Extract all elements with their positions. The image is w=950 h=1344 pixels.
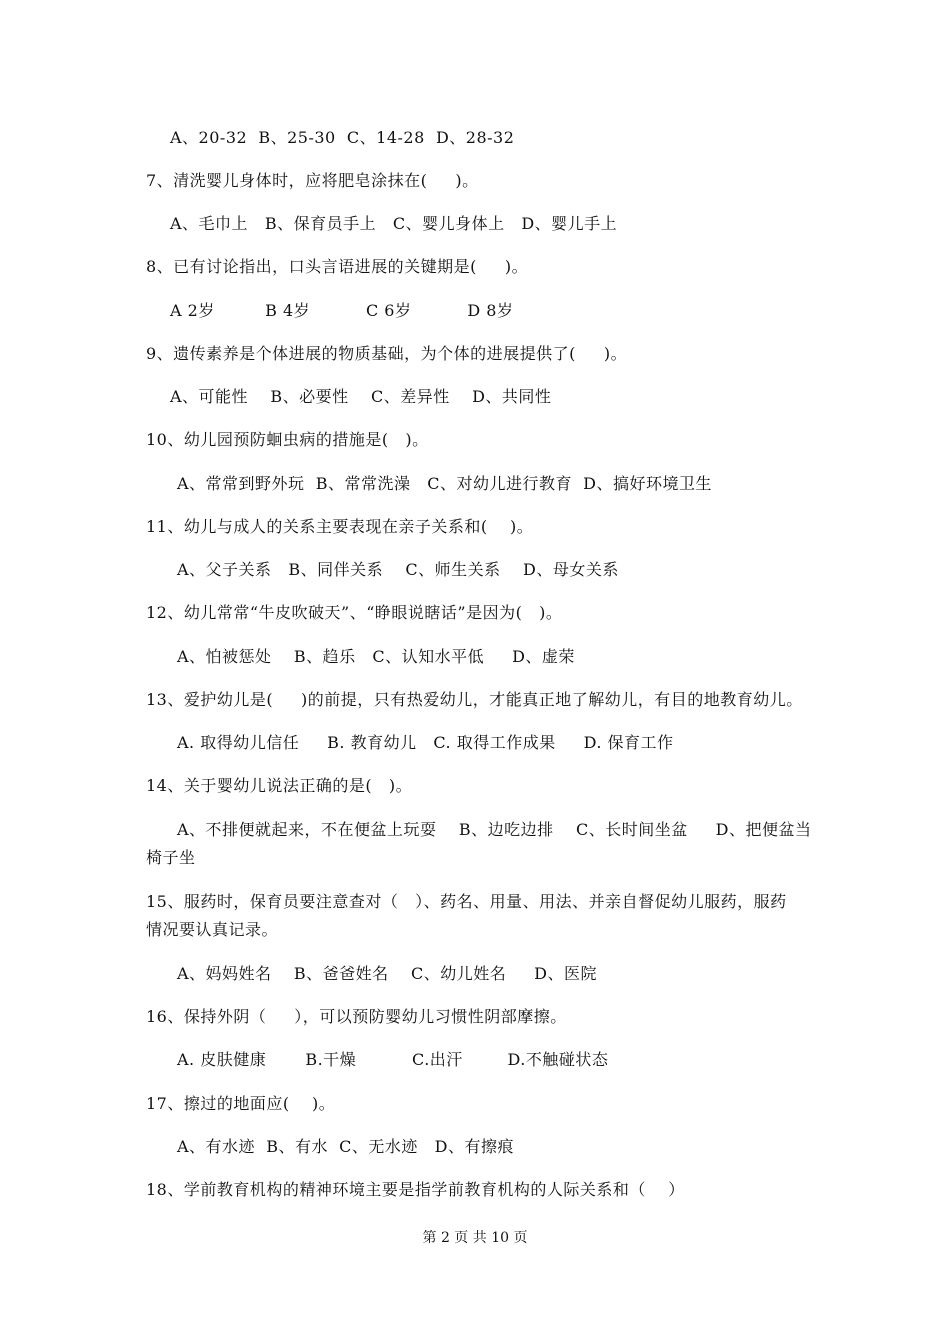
question-12: 12、幼儿常常“牛皮吹破天”、“睁眼说瞎话”是因为( )。	[146, 603, 563, 622]
question-18: 18、学前教育机构的精神环境主要是指学前教育机构的人际关系和（ ）	[146, 1180, 685, 1199]
question-15: 15、服药时，保育员要注意查对（ ）、药名、用量、用法、并亲自督促幼儿服药，服药	[146, 892, 787, 911]
q14-options-continued: 椅子坐	[146, 848, 196, 867]
question-8: 8、已有讨论指出，口头言语进展的关键期是( )。	[146, 257, 529, 276]
question-7: 7、清洗婴儿身体时，应将肥皂涂抹在( )。	[146, 171, 479, 190]
q7-options: A、毛巾上 B、保育员手上 C、婴儿身体上 D、婴儿手上	[170, 214, 618, 233]
q13-options: A. 取得幼儿信任 B. 教育幼儿 C. 取得工作成果 D. 保育工作	[177, 733, 674, 752]
question-9: 9、遗传素养是个体进展的物质基础，为个体的进展提供了( )。	[146, 344, 628, 363]
q9-options: A、可能性 B、必要性 C、差异性 D、共同性	[170, 387, 552, 406]
question-13: 13、爱护幼儿是( )的前提，只有热爱幼儿，才能真正地了解幼儿，有目的地教育幼儿。	[146, 690, 803, 709]
question-11: 11、幼儿与成人的关系主要表现在亲子关系和( )。	[146, 517, 534, 536]
question-15-continued: 情况要认真记录。	[146, 920, 279, 939]
question-14: 14、关于婴幼儿说法正确的是( )。	[146, 776, 413, 795]
q15-options: A、妈妈姓名 B、爸爸姓名 C、幼儿姓名 D、医院	[177, 964, 598, 983]
q12-options: A、怕被惩处 B、趋乐 C、认知水平低 D、虚荣	[177, 647, 575, 666]
q16-options: A. 皮肤健康 B.干燥 C.出汗 D.不触碰状态	[177, 1050, 609, 1069]
question-16: 16、保持外阴（ ），可以预防婴幼儿习惯性阴部摩擦。	[146, 1007, 567, 1026]
q6-options: A、20-32 B、25-30 C、14-28 D、28-32	[170, 128, 515, 147]
page-number-footer: 第 2 页 共 10 页	[422, 1230, 528, 1246]
q17-options: A、有水迹 B、有水 C、无水迹 D、有擦痕	[177, 1137, 514, 1156]
q14-options: A、不排便就起来，不在便盆上玩耍 B、边吃边排 C、长时间坐盆 D、把便盆当	[177, 820, 812, 839]
question-17: 17、擦过的地面应( )。	[146, 1094, 336, 1113]
question-10: 10、幼儿园预防蛔虫病的措施是( )。	[146, 430, 429, 449]
q10-options: A、常常到野外玩 B、常常洗澡 C、对幼儿进行教育 D、搞好环境卫生	[177, 474, 712, 493]
q11-options: A、父子关系 B、同伴关系 C、师生关系 D、母女关系	[177, 560, 619, 579]
q8-options: A 2岁 B 4岁 C 6岁 D 8岁	[170, 301, 514, 320]
